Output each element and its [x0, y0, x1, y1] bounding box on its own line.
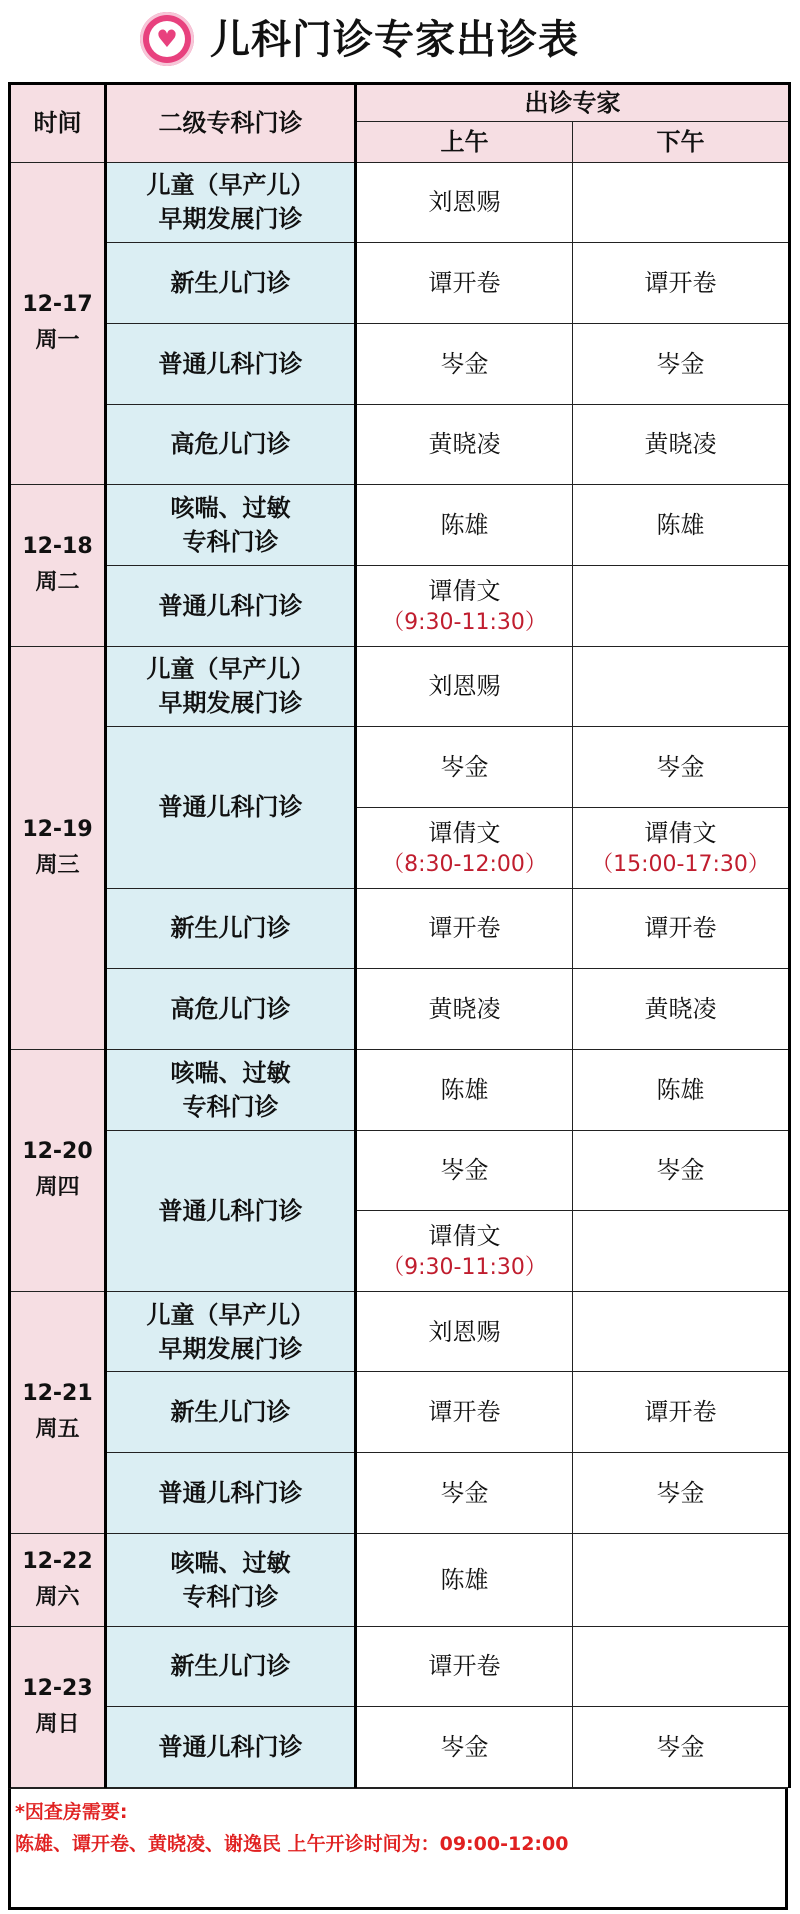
dept-newborn: 新生儿门诊 [106, 243, 356, 324]
dept-line: 咳喘、过敏 [170, 494, 291, 523]
doctor-am: 岑金 [356, 1453, 573, 1534]
doctor-pm: 陈雄 [573, 1049, 790, 1130]
clinic-hours: （9:30-11:30） [382, 1255, 547, 1280]
dept-general: 普通儿科门诊 [106, 565, 356, 646]
doctor-am-timed [356, 1211, 573, 1292]
footnote-line-2: 陈雄、谭开卷、黄晓凌、谢逸民 上午开诊时间为：09:00-12:00 [15, 1833, 569, 1855]
doctor-pm-empty [573, 565, 790, 646]
day-weekday: 周日 [35, 1711, 80, 1737]
dept-line: 儿童（早产儿） [146, 655, 315, 684]
doctor-pm-empty [573, 1533, 790, 1626]
day-cell-tue [10, 485, 106, 646]
page-title: 儿科门诊专家出诊表 [210, 17, 579, 63]
dept-early-dev [106, 1291, 356, 1372]
dept-highrisk: 高危儿门诊 [106, 969, 356, 1050]
doctor-am: 刘恩赐 [356, 646, 573, 727]
day-date: 12-19 [22, 816, 93, 842]
day-cell-sun [10, 1626, 106, 1787]
dept-line: 儿童（早产儿） [146, 171, 315, 200]
doctor-pm: 岑金 [573, 1130, 790, 1211]
doctor-name: 谭倩文 [428, 1222, 501, 1250]
dept-newborn: 新生儿门诊 [106, 1626, 356, 1707]
dept-line: 专科门诊 [182, 528, 279, 557]
day-weekday: 周六 [35, 1584, 80, 1610]
day-weekday: 周一 [35, 328, 80, 354]
clinic-hours: （15:00-17:30） [591, 851, 770, 877]
dept-asthma [106, 1533, 356, 1626]
doctor-am: 岑金 [356, 323, 573, 404]
doctor-am: 岑金 [356, 1707, 573, 1788]
doctor-pm: 岑金 [573, 323, 790, 404]
doctor-pm-timed [573, 807, 790, 888]
doctor-pm-empty [573, 1626, 790, 1707]
doctor-am: 谭开卷 [356, 1626, 573, 1707]
doctor-am-timed [356, 807, 573, 888]
dept-asthma [106, 1049, 356, 1130]
dept-general: 普通儿科门诊 [106, 727, 356, 888]
day-cell-mon [10, 162, 106, 485]
dept-general: 普通儿科门诊 [106, 323, 356, 404]
dept-line: 咳喘、过敏 [170, 1058, 291, 1087]
page-header [0, 0, 800, 80]
dept-general: 普通儿科门诊 [106, 1130, 356, 1291]
doctor-am: 刘恩赐 [356, 162, 573, 243]
doctor-pm: 谭开卷 [573, 888, 790, 969]
day-weekday: 周四 [35, 1175, 80, 1201]
day-cell-sat [10, 1533, 106, 1626]
dept-asthma [106, 485, 356, 566]
doctor-am: 陈雄 [356, 485, 573, 566]
day-date: 12-23 [22, 1675, 93, 1701]
dept-line: 专科门诊 [182, 1582, 279, 1611]
doctor-am: 谭开卷 [356, 888, 573, 969]
dept-highrisk: 高危儿门诊 [106, 404, 356, 485]
doctor-pm: 谭开卷 [573, 1372, 790, 1453]
doctor-name: 谭倩文 [428, 818, 501, 847]
day-weekday: 周三 [35, 852, 80, 878]
doctor-pm-empty [573, 162, 790, 243]
day-cell-wed [10, 646, 106, 1049]
dept-line: 早期发展门诊 [158, 689, 303, 718]
doctor-am-timed [356, 565, 573, 646]
header-am: 上午 [356, 122, 573, 162]
dept-line: 咳喘、过敏 [170, 1548, 291, 1577]
doctor-pm-empty [573, 1291, 790, 1372]
day-date: 12-17 [22, 292, 93, 318]
doctor-am: 黄晓凌 [356, 969, 573, 1050]
dept-early-dev [106, 162, 356, 243]
dept-line: 早期发展门诊 [158, 1334, 303, 1363]
doctor-am: 谭开卷 [356, 1372, 573, 1453]
dept-line: 专科门诊 [182, 1092, 279, 1121]
dept-general: 普通儿科门诊 [106, 1453, 356, 1534]
header-pm: 下午 [573, 122, 790, 162]
dept-early-dev [106, 646, 356, 727]
day-weekday: 周二 [35, 570, 80, 596]
day-date: 12-18 [22, 534, 93, 560]
day-cell-fri [10, 1291, 106, 1533]
doctor-am: 黄晓凌 [356, 404, 573, 485]
header-dept: 二级专科门诊 [106, 84, 356, 163]
doctor-pm-empty [573, 646, 790, 727]
doctor-pm: 谭开卷 [573, 243, 790, 324]
doctor-am: 陈雄 [356, 1533, 573, 1626]
doctor-pm-empty [573, 1211, 790, 1292]
doctor-name: 谭倩文 [428, 576, 501, 605]
day-date: 12-20 [22, 1139, 93, 1165]
dept-newborn: 新生儿门诊 [106, 1372, 356, 1453]
dept-line: 儿童（早产儿） [146, 1300, 315, 1329]
dept-general: 普通儿科门诊 [106, 1707, 356, 1788]
doctor-pm: 陈雄 [573, 485, 790, 566]
doctor-name: 谭倩文 [644, 818, 717, 847]
doctor-am: 岑金 [356, 1130, 573, 1211]
clinic-hours: （8:30-12:00） [382, 851, 547, 877]
doctor-am: 谭开卷 [356, 243, 573, 324]
doctor-am: 岑金 [356, 727, 573, 808]
day-weekday: 周五 [35, 1417, 80, 1443]
doctor-pm: 岑金 [573, 1453, 790, 1534]
clinic-hours: （9:30-11:30） [382, 609, 547, 635]
doctor-pm: 岑金 [573, 727, 790, 808]
dept-line: 早期发展门诊 [158, 205, 303, 234]
day-cell-thu [10, 1049, 106, 1291]
doctor-am: 刘恩赐 [356, 1291, 573, 1372]
header-experts: 出诊专家 [356, 84, 790, 122]
dept-newborn: 新生儿门诊 [106, 888, 356, 969]
hospital-logo-icon: ♥ [140, 12, 194, 66]
footnote-line-1: *因查房需要: [15, 1801, 128, 1823]
doctor-pm: 岑金 [573, 1707, 790, 1788]
day-date: 12-21 [22, 1381, 93, 1407]
header-time: 时间 [10, 84, 106, 163]
schedule-table [8, 82, 791, 1788]
doctor-pm: 黄晓凌 [573, 404, 790, 485]
doctor-pm: 黄晓凌 [573, 969, 790, 1050]
day-date: 12-22 [22, 1548, 93, 1574]
doctor-am: 陈雄 [356, 1049, 573, 1130]
footnote [8, 1788, 788, 1910]
